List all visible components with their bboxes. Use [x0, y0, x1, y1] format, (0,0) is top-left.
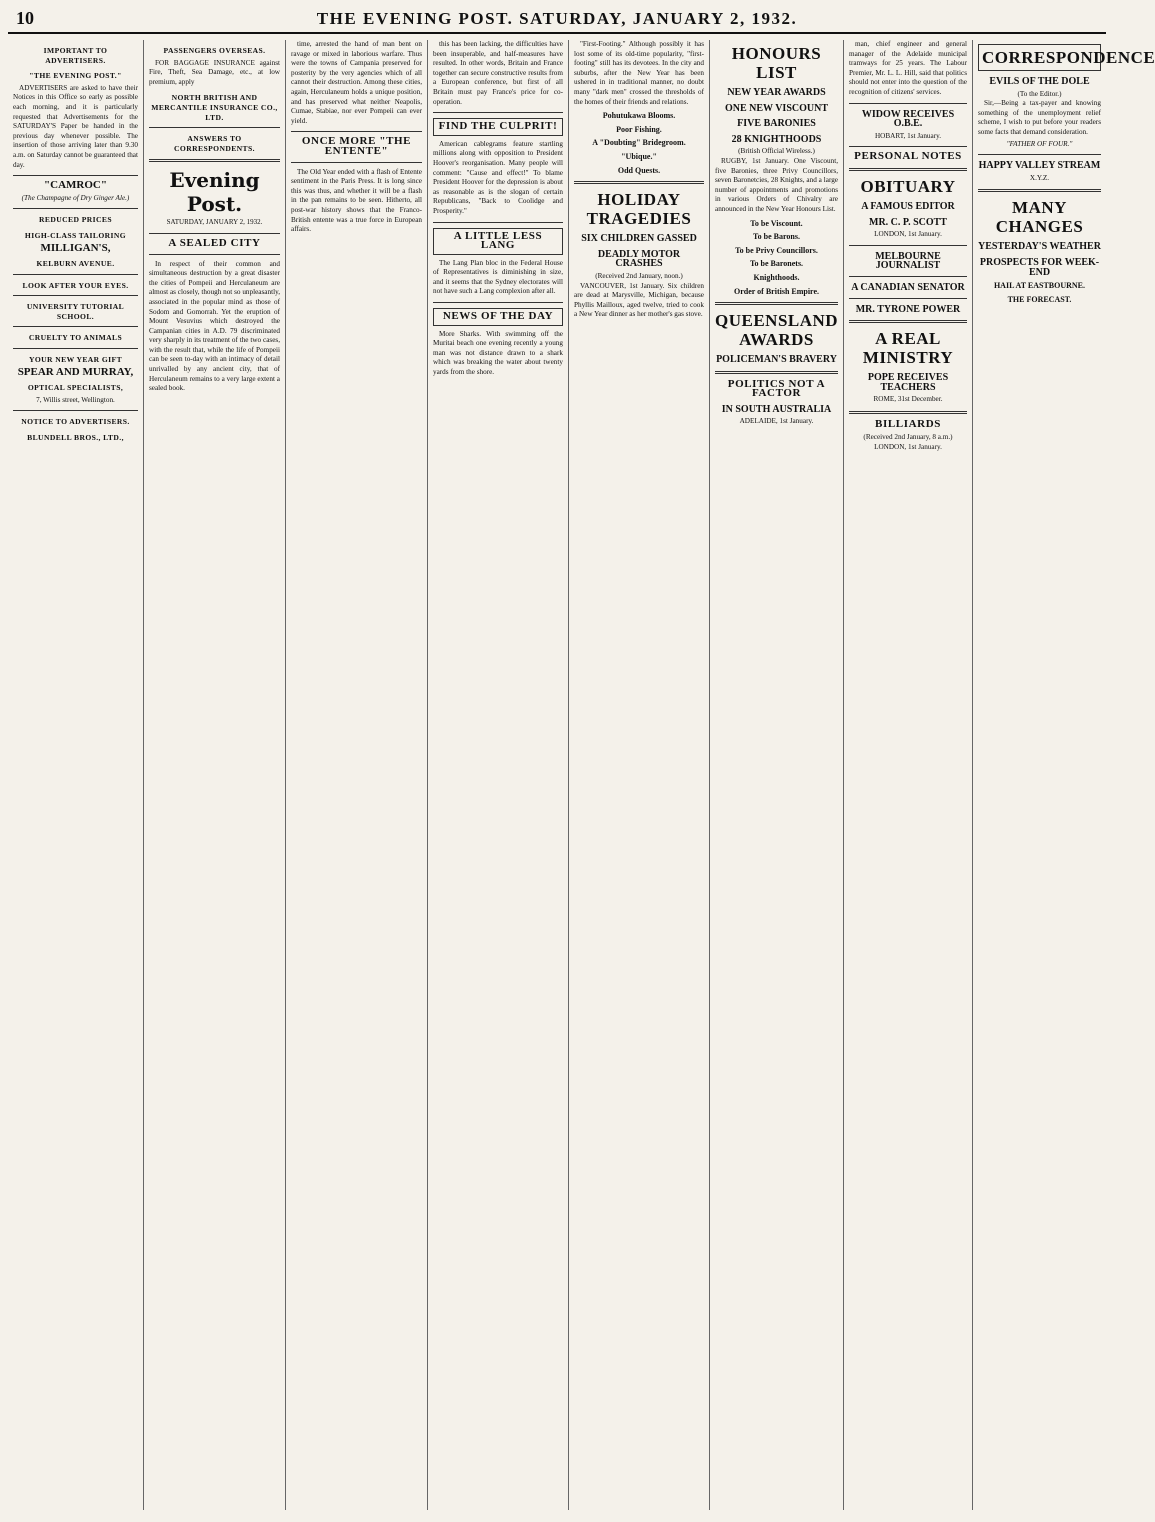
valley-heading: HAPPY VALLEY STREAM — [978, 160, 1101, 172]
issue-date: SATURDAY, JANUARY 2, 1932. — [166, 218, 263, 227]
entente-heading: ONCE MORE "THE ENTENTE" — [301, 135, 412, 157]
father-signature: "FATHER OF FOUR." — [1006, 139, 1073, 148]
willis-street: 7, Willis street, Wellington. — [36, 395, 115, 404]
deadly-heading: DEADLY MOTOR CRASHES — [597, 248, 681, 270]
knights-heading: 28 KNIGHTHOODS — [731, 133, 822, 145]
ubique-sub: "Ubique." — [621, 151, 657, 161]
south-aus-heading: IN SOUTH AUSTRALIA — [721, 403, 832, 415]
bridegroom-sub: A "Doubting" Bridegroom. — [592, 138, 686, 148]
column-5 — [569, 40, 710, 1510]
wireless-note: (British Official Wireless.) — [738, 147, 815, 156]
column-1 — [8, 40, 144, 1510]
rome-dateline: ROME, 31st December. — [873, 395, 943, 404]
viscount-sub: To be Viscount. — [750, 218, 803, 228]
policeman-heading: POLICEMAN'S BRAVERY — [716, 354, 837, 366]
pope-heading: POPE RECEIVES TEACHERS — [867, 372, 949, 393]
ministry-heading: A REAL MINISTRY — [862, 329, 954, 368]
tutorial-ad: UNIVERSITY TUTORIAL SCHOOL. — [26, 302, 125, 321]
odd-quests-sub: Odd Quests. — [617, 165, 661, 175]
xyz-signature: X.Y.Z. — [1029, 173, 1050, 182]
kelburn-avenue: KELBURN AVENUE. — [36, 259, 115, 269]
honours-heading: HONOURS LIST — [731, 44, 822, 82]
culprit-body: American cablegrams feature startling millions along with opposition to President Hoover's reorganisation. Many people will comment: "Cause and effect!" To blame President Hoover for the depression is about as reasonable as is the slogan of certain Republicans, "Back to Coolidge and Prosperity." — [433, 139, 563, 215]
baggage-ad: FOR BAGGAGE INSURANCE against Fire, Theft, Sea Damage, etc., at low premium, apply — [149, 58, 280, 86]
camroc-ad-title: "CAMROC" — [44, 179, 107, 192]
to-editor: (To the Editor.) — [1017, 89, 1062, 98]
col4-body: this has been lacking, the difficulties have been insuperable, and half-measures have resulted. In other words, Britain and France together can secure constructive results from a European conference, but first of all Britain must pay France's price for co-operation. — [433, 40, 563, 106]
london-dateline: LONDON, 1st January. — [874, 230, 942, 239]
sealed-city-heading: A SEALED CITY — [168, 236, 261, 249]
senator-heading: A CANADIAN SENATOR — [851, 281, 965, 293]
column-4 — [428, 40, 569, 1510]
dole-heading: EVILS OF THE DOLE — [989, 76, 1090, 87]
politics-heading: POLITICS NOT A FACTOR — [727, 377, 826, 400]
personal-heading: PERSONAL NOTES — [854, 150, 962, 163]
notice-2: NOTICE TO ADVERTISERS. — [21, 417, 130, 427]
dole-body: Sir,—Being a tax-payer and knowing something of the unemployment relief scheme, I wish to put before your readers some facts that demand consideration. — [978, 99, 1101, 136]
billiards-heading: BILLIARDS — [875, 417, 941, 430]
spear-murray: SPEAR AND MURRAY, — [17, 365, 134, 378]
column-3 — [286, 40, 428, 1510]
news-heading: NEWS OF THE DAY — [433, 308, 563, 326]
awards-heading: NEW YEAR AWARDS — [727, 87, 826, 98]
notice-heading: IMPORTANT TO ADVERTISERS. — [43, 46, 108, 65]
col3-body: time, arrested the hand of man bent on ravage or mixed in laborious warfare. Thus were the towns of Campania preserved for posterity by the very agencies which of all cannot their destruction. Among these cities, again, Herculaneum holds a unique position, and has preserved what neither Neapolis, Cumae, Stabiae, nor ever Pompeii can ever yield. — [291, 40, 422, 125]
scott-heading: MR. C. P. SCOTT — [869, 216, 947, 228]
culprit-heading: FIND THE CULPRIT! — [433, 118, 563, 136]
adelaide-dateline: ADELAIDE, 1st January. — [739, 417, 814, 426]
lang-body: The Lang Plan bloc in the Federal House of Representatives is diminishing in size, and it seems that the Sydney electorates will not have such a Lang complexion after all. — [433, 258, 563, 296]
blundell: BLUNDELL BROS., LTD., — [27, 433, 124, 443]
privy-sub: To be Privy Councillors. — [735, 245, 818, 255]
changes-heading: MANY CHANGES — [995, 198, 1084, 237]
rugby-body: RUGBY, 1st January. One Viscount, five Baronies, three Privy Councillors, seven Baronetcies, 28 Knights, and a large number of appointments and promotions in various Orders of Chivalry are announced in the New Year Honours List. — [715, 156, 838, 213]
notice-subheading: "THE EVENING POST." — [29, 71, 122, 81]
lang-heading: A LITTLE LESS LANG — [433, 228, 563, 255]
correspondence-heading: CORRESPONDENCE — [978, 44, 1101, 71]
passengers-heading: PASSENGERS OVERSEAS. — [163, 46, 266, 55]
news-body: More Sharks. With swimming off the Muritai beach one evening recently a young man was not distance drawn to a shark which was breaking the water about twenty yards from the shore. — [433, 329, 563, 377]
tailoring: HIGH-CLASS TAILORING — [24, 230, 127, 240]
received-line: (Received 2nd January, noon.) — [595, 271, 683, 280]
viscount-heading: ONE NEW VISCOUNT — [725, 102, 828, 114]
page-number: 10 — [16, 8, 34, 28]
col7-body: man, chief engineer and general manager of the Adelaide municipal tramways for 25 years. The Labour Premier, Mr. L. L. Hill, said that politics should not enter into the question of the recognition of citizens' services. — [849, 40, 967, 96]
forecast-sub: THE FORECAST. — [1007, 294, 1072, 304]
camroc-ad-subtitle: (The Champagne of Dry Ginger Ale.) — [21, 193, 130, 202]
entente-body: The Old Year ended with a flash of Entente sentiment in the Paris Press. It is long since this was thus, and whether it will be a flash in the pan remains to be seen. Hitherto, all post-war history shows that the Franco-British entente was a true force in European affairs. — [291, 167, 422, 234]
sealed-city-body: In respect of their common and simultaneous destruction by a great disaster the cities of Pompeii and Herculaneum are almost as closely, though not so unpleasantly, associated in the popular mind as those of Sodom and Gomorrah. Yet the eruption of Mount Vesuvius which destroyed the Campanian cities in A.D. 79 discriminated very sharply in its treatment of the two cases, with the result that, while the life of Pompeii can be seen to-day with an intimacy of detail unrivalled by any ancient city, that of Herculaneum remains to a very large extent a sealed book. — [149, 259, 280, 393]
masthead — [8, 8, 1106, 34]
vancouver-body: VANCOUVER, 1st January. Six children are dead at Marysville, Michigan, because Phyllis Mailloux, aged twelve, tried to cook a New Year dinner as her mother's gas stove. — [574, 281, 704, 319]
order-sub: Order of British Empire. — [733, 286, 820, 296]
milligans-ad: MILLIGAN'S, — [40, 241, 111, 254]
tyrone-heading: MR. TYRONE POWER — [855, 303, 961, 315]
editor-heading: A FAMOUS EDITOR — [861, 200, 955, 212]
prospects-heading: PROSPECTS FOR WEEK-END — [979, 256, 1100, 278]
correspondents: ANSWERS TO CORRESPONDENTS. — [174, 134, 255, 153]
knighthoods-sub: Knighthoods. — [753, 272, 800, 282]
column-6 — [710, 40, 844, 1510]
barons-sub: To be Barons. — [753, 232, 800, 242]
column-2 — [144, 40, 286, 1510]
notice-body: ADVERTISERS are asked to have their Notices in this Office so early as possible each morning, and it is particularly requested that Advertisements for the SATURDAY'S Paper be handed in the previous day whenever possible. The insertion of those arriving later than 9.30 a.m. on Saturday cannot be guaranteed that day. — [13, 83, 138, 169]
hail-sub: HAIL AT EASTBOURNE. — [993, 281, 1086, 291]
pohutukawa-sub: Pohutukawa Blooms. — [602, 111, 676, 121]
baronies-heading: FIVE BARONIES — [737, 118, 816, 130]
north-british: NORTH BRITISH AND MERCANTILE INSURANCE CO., LTD. — [151, 93, 278, 122]
weather-heading: YESTERDAY'S WEATHER — [978, 241, 1101, 253]
evening-post-flag: Evening Post. — [169, 168, 260, 217]
column-7 — [844, 40, 973, 1510]
baronets-sub: To be Baronets. — [749, 259, 804, 269]
cruelty-notice: CRUELTY TO ANIMALS — [28, 333, 123, 343]
column-8 — [973, 40, 1155, 1510]
billiards-body: (Received 2nd January, 8 a.m.) LONDON, 1st January. — [863, 433, 953, 452]
holiday-heading: HOLIDAY TRAGEDIES — [586, 190, 692, 229]
hobart-dateline: HOBART, 1st January. — [874, 131, 942, 140]
gassed-heading: SIX CHILDREN GASSED — [581, 233, 697, 245]
melbourne-heading: MELBOURNE JOURNALIST — [875, 250, 941, 272]
masthead-title: THE EVENING POST. SATURDAY, JANUARY 2, 1932. — [316, 9, 798, 28]
widow-heading: WIDOW RECEIVES O.B.E. — [861, 108, 955, 130]
obituary-heading: OBITUARY — [860, 176, 956, 196]
col5-body: "First-Footing." Although possibly it has lost some of its old-time popularity, "first-footing" still has its devotees. In the city and suburbs, after the New Year has been ushered in in traditional manner, no doubt many "dark men" crossed the thresholds of the homes of their friends and relations. — [574, 40, 704, 106]
gift-ad: YOUR NEW YEAR GIFT — [28, 355, 123, 365]
queensland-heading: QUEENSLAND AWARDS — [715, 311, 839, 350]
optical: OPTICAL SPECIALISTS, — [27, 383, 124, 393]
eyes-ad: LOOK AFTER YOUR EYES. — [22, 280, 129, 290]
fishing-sub: Poor Fishing. — [616, 124, 662, 134]
reduced-prices: REDUCED PRICES — [39, 215, 112, 225]
